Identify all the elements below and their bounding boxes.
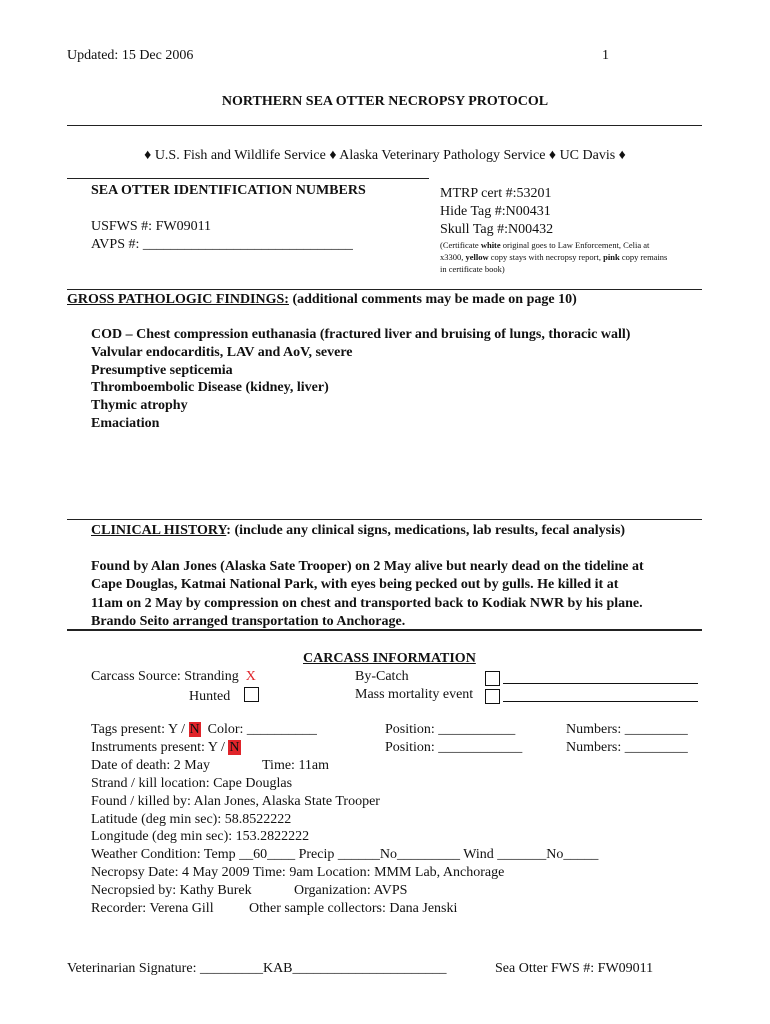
hunted-checkbox[interactable] [244, 687, 259, 702]
footer-fws-number: Sea Otter FWS #: FW09011 [495, 961, 654, 976]
necropsied-by: Necropsied by: Kathy Burek [91, 883, 252, 898]
finding-item: Thromboembolic Disease (kidney, liver) [91, 380, 329, 396]
time-of-death: Time: 11am [262, 758, 330, 773]
mass-mortality-line[interactable] [503, 689, 698, 702]
other-collectors: Other sample collectors: Dana Jenski [249, 901, 458, 916]
gross-findings-list [91, 326, 630, 433]
mass-mortality-label: Mass mortality event [355, 687, 474, 702]
mtrp-cert: MTRP cert #:53201 [440, 186, 552, 201]
tags-present-row: Tags present: Y / N Color: __________ [91, 722, 317, 737]
instruments-answer[interactable]: N [229, 740, 240, 755]
longitude: Longitude (deg min sec): 153.2822222 [91, 829, 310, 844]
position-1: Position: ___________ [385, 722, 516, 737]
title-divider [67, 125, 702, 126]
skull-tag: Skull Tag #:N00432 [440, 222, 554, 237]
bycatch-line[interactable] [503, 671, 698, 684]
finding-item: Emaciation [91, 415, 160, 431]
veterinarian-signature: Veterinarian Signature: _________KAB______________________ [67, 961, 447, 976]
usfws-number: USFWS #: FW09011 [91, 219, 212, 234]
finding-item: Valvular endocarditis, LAV and AoV, severe [91, 344, 353, 360]
finding-item: Thymic atrophy [91, 398, 188, 414]
avps-number: AVPS #: ______________________________ [91, 237, 353, 252]
updated-date: Updated: 15 Dec 2006 [67, 48, 194, 63]
bycatch-checkbox[interactable] [485, 671, 500, 686]
strand-location: Strand / kill location: Cape Douglas [91, 776, 293, 791]
gross-findings-heading: GROSS PATHOLOGIC FINDINGS: (additional comments may be made on page 10) [67, 292, 577, 307]
position-2: Position: ____________ [385, 740, 523, 755]
bycatch-label: By-Catch [355, 669, 409, 684]
organization: Organization: AVPS [294, 883, 408, 898]
gross-divider [67, 289, 702, 290]
identification-divider [67, 178, 429, 179]
finding-item: Presumptive septicemia [91, 362, 233, 378]
mass-mortality-checkbox[interactable] [485, 689, 500, 704]
identification-heading: SEA OTTER IDENTIFICATION NUMBERS [91, 183, 366, 198]
latitude: Latitude (deg min sec): 58.8522222 [91, 812, 292, 827]
stranding-mark[interactable]: X [245, 669, 256, 684]
tags-answer[interactable]: N [189, 722, 200, 737]
document-title: NORTHERN SEA OTTER NECROPSY PROTOCOL [221, 94, 549, 109]
finding-item: COD – Chest compression euthanasia (fractured liver and bruising of lungs, thoracic wall) [91, 327, 631, 342]
recorder: Recorder: Verena Gill [91, 901, 214, 916]
hunted-row: Hunted [189, 687, 259, 705]
clinical-divider [67, 519, 702, 520]
numbers-1: Numbers: _________ [566, 722, 688, 737]
page-number: 1 [602, 48, 609, 63]
carcass-source-row: Carcass Source: Stranding X [91, 669, 256, 684]
instruments-present-row: Instruments present: Y / N [91, 740, 240, 755]
weather-condition: Weather Condition: Temp __60____ Precip ______No_________ Wind _______No_____ [91, 847, 599, 862]
agency-line: ♦ U.S. Fish and Wildlife Service ♦ Alaska Veterinary Pathology Service ♦ UC Davis ♦ [144, 148, 626, 163]
hide-tag: Hide Tag #:N00431 [440, 204, 551, 219]
necropsy-date: Necropsy Date: 4 May 2009 Time: 9am Location: MMM Lab, Anchorage [91, 865, 505, 880]
clinical-history-text: Found by Alan Jones (Alaska Sate Trooper) on 2 May alive but nearly dead on the tideline at Cape Douglas, Katmai National Park, with eyes being pecked out by gulls. He killed it at 11am on 2 May by compression on chest and transported back to Kodiak NWR by his plane. Brando Seito arranged transportation to Anchorage. [91, 559, 644, 629]
date-of-death: Date of death: 2 May [91, 758, 210, 773]
clinical-history-heading: CLINICAL HISTORY: (include any clinical signs, medications, lab results, fecal analysis) [91, 523, 626, 538]
numbers-2: Numbers: _________ [566, 740, 688, 755]
found-by: Found / killed by: Alan Jones, Alaska State Trooper [91, 794, 380, 809]
certificate-note: (Certificate white original goes to Law Enforcement, Celia at x3300, yellow copy stays with necropsy report, pink copy remains in certificate book) [440, 240, 668, 274]
clinical-end-divider [67, 629, 702, 631]
carcass-info-heading: CARCASS INFORMATION [303, 651, 476, 666]
